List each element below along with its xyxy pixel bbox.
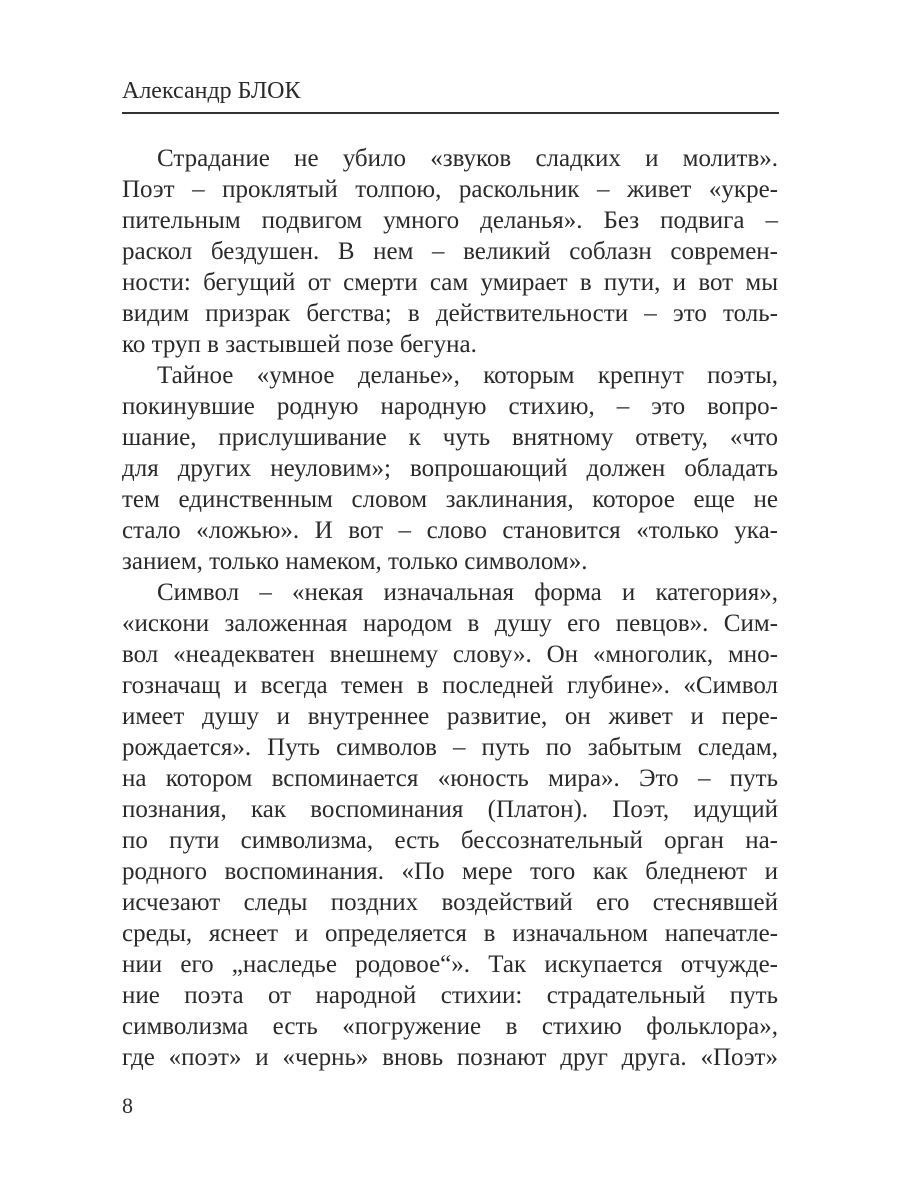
text-line: имеет душу и внутреннее развитие, он живет и пере-: [122, 703, 778, 730]
paragraph: [122, 143, 778, 360]
text-line: покинувшие родную народную стихию, – это вопро-: [122, 393, 778, 420]
running-header: Александр БЛОК: [122, 78, 301, 104]
text-line: пительным подвигом умного деланья». Без подвига –: [122, 207, 778, 234]
text-line: ние поэта от народной стихии: страдательный путь: [122, 982, 778, 1009]
text-line: ности: бегущий от смерти сам умирает в пути, и вот мы: [122, 269, 778, 296]
text-line: гозначащ и всегда темен в последней глубине». «Символ: [122, 672, 778, 699]
text-line: Поэт – проклятый толпою, раскольник – живет «укре-: [122, 176, 778, 203]
paragraph: [122, 577, 778, 1073]
text-line: ко труп в застывшей позе бегуна.: [122, 331, 477, 358]
text-line: исчезают следы поздних воздействий его стеснявшей: [122, 889, 778, 916]
text-line: тем единственным словом заклинания, которое еще не: [122, 486, 778, 513]
text-line: вол «неадекватен внешнему слову». Он «многолик, мно-: [122, 641, 778, 668]
text-line: Тайное «умное деланье», которым крепнут поэты,: [157, 362, 778, 389]
text-line: Страдание не убило «звуков сладких и молитв».: [157, 145, 778, 172]
text-line: родного воспоминания. «По мере того как бледнеют и: [122, 858, 778, 885]
text-line: занием, только намеком, только символом».: [122, 548, 588, 575]
text-line: «искони заложенная народом в душу его певцов». Сим-: [122, 610, 778, 637]
text-line: где «поэт» и «чернь» вновь познают друг друга. «Поэт»: [122, 1044, 778, 1071]
header-rule: [122, 112, 779, 114]
text-line: стало «ложью». И вот – слово становится «только ука-: [122, 517, 778, 544]
text-line: для других неуловим»; вопрошающий должен обладать: [122, 455, 778, 482]
text-line: нии его „наследье родовое“». Так искупается отчужде-: [122, 951, 778, 978]
text-line: по пути символизма, есть бессознательный орган на-: [122, 827, 778, 854]
text-line: видим призрак бегства; в действительности – это толь-: [122, 300, 778, 327]
text-line: познания, как воспоминания (Платон). Поэт, идущий: [122, 796, 778, 823]
text-line: рождается». Путь символов – путь по забытым следам,: [122, 734, 778, 761]
text-line: среды, яснеет и определяется в изначальном напечатле-: [122, 920, 778, 947]
text-line: раскол бездушен. В нем – великий соблазн современ-: [122, 238, 778, 265]
text-line: Символ – «некая изначальная форма и категория»,: [157, 579, 778, 606]
page-number: 8: [122, 1093, 133, 1118]
page-body: [122, 143, 778, 1073]
text-line: на котором вспоминается «юность мира». Это – путь: [122, 765, 778, 792]
text-line: символизма есть «погружение в стихию фольклора»,: [122, 1013, 778, 1040]
paragraph: [122, 360, 778, 577]
text-line: шание, прислушивание к чуть внятному ответу, «что: [122, 424, 778, 451]
